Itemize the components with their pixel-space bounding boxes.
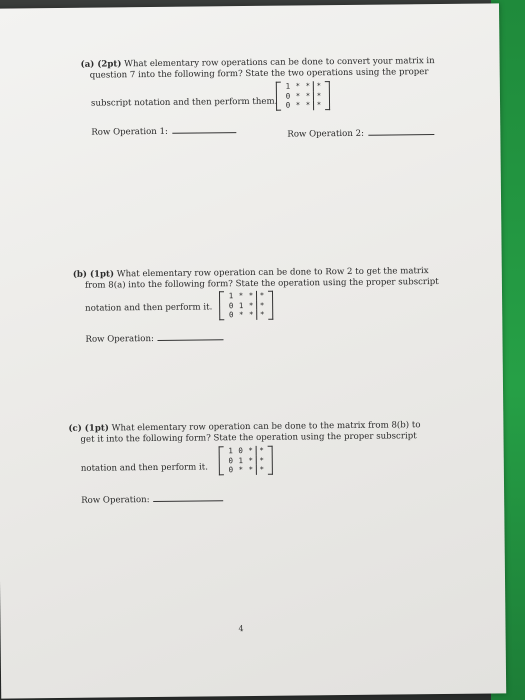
row-operation-1 (91, 126, 236, 139)
question-a-line3: subscript notation and then perform them. (90, 96, 278, 109)
row-operation-c-label: Row Operation: (81, 495, 150, 506)
matrix-c-cell: * (248, 455, 254, 465)
matrix-b-cell: * (248, 300, 254, 310)
row-operation-2-blank[interactable] (368, 133, 434, 136)
matrix-a (276, 81, 330, 110)
matrix-c-cell: * (256, 465, 267, 475)
matrix-b-grid (224, 291, 268, 320)
matrix-c-cell: 1 (238, 455, 244, 465)
matrix-b-cell: 0 (228, 300, 234, 310)
matrix-b-cell: 1 (228, 291, 234, 301)
question-a (81, 56, 435, 82)
row-operation-1-blank[interactable] (172, 131, 236, 134)
matrix-c-cell: * (248, 464, 254, 475)
row-operation-b-label: Row Operation: (85, 333, 154, 345)
matrix-b-cell: 0 (228, 310, 234, 320)
matrix-b-cell: * (238, 310, 244, 320)
matrix-b-cell: * (238, 291, 244, 301)
matrix-a-cell: * (295, 81, 301, 91)
matrix-a-cell: * (305, 81, 311, 91)
matrix-a-cell: * (295, 100, 301, 110)
matrix-a-cell: * (313, 100, 324, 110)
matrix-a-cell: * (305, 100, 311, 110)
page-number: 4 (238, 624, 244, 634)
matrix-b-cell: * (256, 310, 267, 320)
matrix-c-grid (224, 446, 268, 475)
row-operation-1-label: Row Operation 1: (91, 126, 168, 138)
question-a-label: (a) (2pt) (80, 59, 122, 70)
question-b (73, 266, 439, 292)
question-c (68, 420, 420, 446)
row-operation-2-label: Row Operation 2: (287, 128, 365, 140)
matrix-a-cell: * (295, 90, 301, 100)
matrix-c (219, 446, 273, 475)
row-operation-b (85, 333, 224, 345)
row-operation-c-blank[interactable] (154, 499, 224, 502)
matrix-c-cell: 0 (238, 446, 243, 456)
matrix-b-right-bracket (268, 291, 273, 320)
question-c-line1: What elementary row operation can be done to the matrix from 8(b) to (111, 420, 421, 434)
matrix-b-cell: * (256, 291, 267, 301)
matrix-c-cell: 0 (228, 465, 234, 475)
matrix-a-grid (281, 81, 325, 110)
matrix-c-right-bracket (268, 446, 273, 475)
question-b-label: (b) (1pt) (72, 269, 115, 280)
question-c-line2: get it into the following form? State the operation using the proper subscript (80, 431, 417, 445)
matrix-a-right-bracket (325, 81, 330, 110)
matrix-c-cell: * (238, 465, 244, 475)
matrix-a-cell: 0 (285, 100, 291, 110)
row-operation-b-blank[interactable] (158, 338, 224, 341)
question-b-line2: from 8(a) into the following form? State the operation using the proper subscript (84, 277, 439, 291)
row-operation-2 (287, 128, 434, 141)
matrix-a-cell: * (313, 81, 324, 91)
matrix-c-cell: * (256, 455, 267, 465)
worksheet-page (0, 3, 506, 698)
matrix-c-cell: * (256, 446, 267, 456)
question-b-line1: What elementary row operation can be done to Row 2 to get the matrix (116, 266, 429, 280)
matrix-a-cell: * (313, 91, 324, 101)
row-operation-c (81, 494, 224, 506)
question-c-label: (c) (1pt) (68, 423, 109, 434)
matrix-b-cell: * (256, 300, 267, 310)
matrix-b-cell: * (248, 309, 254, 319)
question-a-line2: question 7 into the following form? State the two operations using the proper (89, 67, 429, 81)
matrix-c-cell: 1 (228, 446, 233, 456)
matrix-b-cell: * (248, 290, 254, 300)
matrix-c-cell: * (248, 445, 253, 456)
matrix-b (219, 291, 273, 320)
matrix-c-cell: 0 (228, 455, 234, 465)
question-b-line3: notation and then perform it. (85, 302, 213, 314)
question-c-line3: notation and then perform it. (80, 462, 209, 474)
matrix-b-cell: 1 (238, 300, 244, 310)
matrix-a-cell: 1 (285, 81, 291, 91)
question-a-line1: What elementary row operations can be done to convert your matrix in (124, 56, 435, 70)
matrix-a-cell: 0 (285, 91, 291, 101)
matrix-a-cell: * (305, 90, 311, 100)
